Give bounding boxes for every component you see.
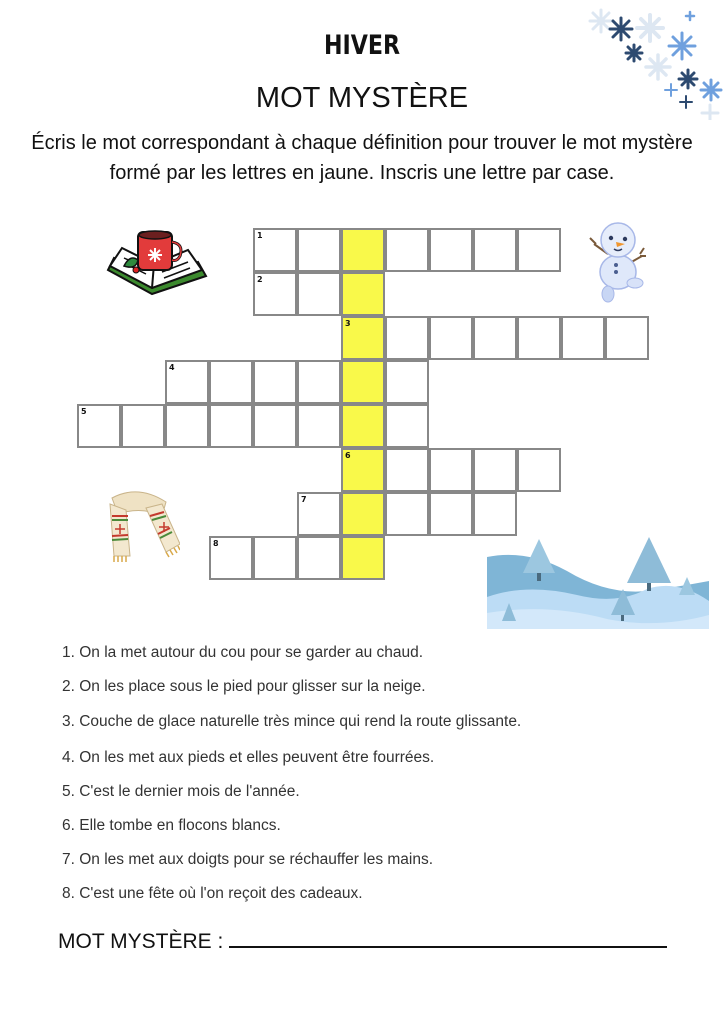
crossword-cell[interactable] [253, 404, 297, 448]
crossword-cell[interactable] [385, 360, 429, 404]
crossword-cell[interactable] [429, 228, 473, 272]
clue-7: 7. On les met aux doigts pour se réchauffer les mains. [62, 851, 434, 868]
crossword-cell[interactable] [77, 404, 121, 448]
crossword-cell[interactable] [429, 448, 473, 492]
mystery-cell[interactable] [341, 272, 385, 316]
mystery-cell[interactable] [341, 448, 385, 492]
crossword-cell[interactable] [473, 316, 517, 360]
mystery-cell[interactable] [341, 404, 385, 448]
clue-5: 5. C'est le dernier mois de l'année. [62, 783, 300, 800]
clue-number: 8 [213, 539, 219, 548]
snowflakes-icon [570, 0, 724, 120]
mystery-cell[interactable] [341, 316, 385, 360]
crossword-cell[interactable] [473, 492, 517, 536]
clue-number: 4 [169, 363, 175, 372]
mystery-cell[interactable] [341, 228, 385, 272]
crossword-cell[interactable] [253, 536, 297, 580]
crossword-cell[interactable] [253, 272, 297, 316]
mystery-cell[interactable] [341, 536, 385, 580]
clue-2: 2. On les place sous le pied pour glisser sur la neige. [62, 678, 426, 695]
snowman-icon [580, 210, 656, 306]
worksheet-title: HIVER [323, 30, 401, 61]
crossword-cell[interactable] [297, 492, 341, 536]
clue-number: 7 [301, 495, 307, 504]
crossword-cell[interactable] [429, 316, 473, 360]
crossword-cell[interactable] [385, 316, 429, 360]
mystery-word-answer [58, 926, 667, 954]
mystery-cell[interactable] [341, 492, 385, 536]
crossword-cell[interactable] [297, 228, 341, 272]
crossword-cell[interactable] [297, 536, 341, 580]
crossword-cell[interactable] [561, 316, 605, 360]
instructions: Écris le mot correspondant à chaque définition pour trouver le mot mystère formé par les lettres en jaune. Inscris une lettre par case. [31, 132, 693, 184]
crossword-cell[interactable] [209, 360, 253, 404]
worksheet-subtitle: MOT MYSTÈRE [255, 82, 469, 114]
clue-4: 4. On les met aux pieds et elles peuvent être fourrées. [62, 749, 435, 766]
mug-book-icon [102, 226, 212, 302]
clue-6: 6. Elle tombe en flocons blancs. [62, 817, 281, 834]
mystery-cell[interactable] [341, 360, 385, 404]
clue-1: 1. On la met autour du cou pour se garder au chaud. [62, 644, 424, 661]
clue-number: 3 [345, 319, 351, 328]
crossword-cell[interactable] [605, 316, 649, 360]
crossword-cell[interactable] [473, 228, 517, 272]
mystery-word-label: MOT MYSTÈRE : [58, 930, 224, 953]
clue-number: 1 [257, 231, 263, 240]
crossword-cell[interactable] [385, 448, 429, 492]
mystery-word-line[interactable] [229, 926, 667, 948]
clue-3: 3. Couche de glace naturelle très mince qui rend la route glissante. [62, 713, 522, 730]
crossword-cell[interactable] [209, 536, 253, 580]
crossword-cell[interactable] [473, 448, 517, 492]
crossword-cell[interactable] [385, 404, 429, 448]
crossword-cell[interactable] [165, 404, 209, 448]
crossword-cell[interactable] [253, 360, 297, 404]
clue-number: 5 [81, 407, 87, 416]
crossword-cell[interactable] [517, 316, 561, 360]
crossword-cell[interactable] [517, 228, 561, 272]
crossword-cell[interactable] [297, 360, 341, 404]
winter-landscape-icon [487, 535, 709, 629]
scarf-icon [104, 486, 180, 562]
crossword-cell[interactable] [165, 360, 209, 404]
clue-8: 8. C'est une fête où l'on reçoit des cadeaux. [62, 885, 363, 902]
clue-number: 2 [257, 275, 263, 284]
crossword-cell[interactable] [385, 228, 429, 272]
crossword-cell[interactable] [297, 404, 341, 448]
clue-number: 6 [345, 451, 351, 460]
crossword-cell[interactable] [517, 448, 561, 492]
crossword-cell[interactable] [385, 492, 429, 536]
crossword-cell[interactable] [429, 492, 473, 536]
crossword-cell[interactable] [253, 228, 297, 272]
crossword-cell[interactable] [297, 272, 341, 316]
crossword-cell[interactable] [121, 404, 165, 448]
crossword-cell[interactable] [209, 404, 253, 448]
